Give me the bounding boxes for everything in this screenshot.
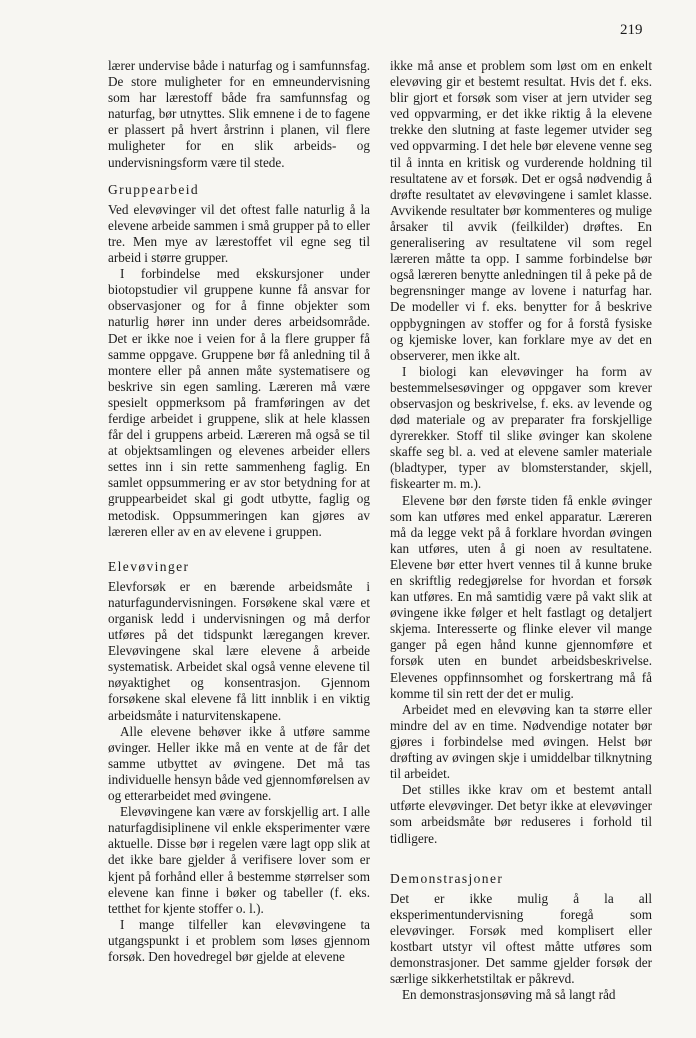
demonstrasjoner-paragraph-1: Det er ikke mulig å la all eksperimentundervisning foregå som elevøvinger. Forsøk med komplisert eller kostbart utstyr vil oftest måtte utføres som demonstrasjoner. Det samme gjelder forsøk der særlige sikkerhetstiltak er påkrevd. xyxy=(390,890,652,987)
section-heading-gruppearbeid: Gruppearbeid xyxy=(108,181,200,197)
right-column xyxy=(390,58,652,1003)
section-heading-elevovinger: Elevøvinger xyxy=(108,558,190,574)
elevovinger-paragraph-4: I mange tilfeller kan elevøvingene ta utgangspunkt i et problem som løses gjennom forsøk. Den hovedregel bør gjelde at elevene xyxy=(108,916,370,964)
arbeidet-paragraph: Arbeidet med en elevøving kan ta større eller mindre del av en time. Nødvendige notater bør gjøres i forbindelse med øvingen. Helst bør drøfting av øvingen skje i umiddelbar tilknytning til arbeidet. xyxy=(390,701,652,782)
enkle-ovinger-paragraph: Elevene bør den første tiden få enkle øvinger som kan utføres med enkel apparatur. Læreren må da legge vekt på å forklare hvordan øvingen kan utføres, uten å gi noen av resultatene. Elevene bør etter hvert vennes til å kunne bruke en skriftlig redegjørelse for hvordan et forsøk kan utføres. En må samtidig være på vakt slik at øvingene ikke følger et helt fastlagt og detaljert skjema. Interesserte og flinke elever vil mange ganger på egen hånd kunne gjennomføre et forsøk uten en bundet arbeidsbeskrivelse. Elevenes oppfinnsomhet og forskertrang må få komme til sin rett der det er mulig. xyxy=(390,492,652,701)
section-heading-demonstrasjoner: Demonstrasjoner xyxy=(390,870,504,886)
gruppearbeid-paragraph-1: Ved elevøvinger vil det oftest falle naturlig å la elevene arbeide sammen i små grupper på to eller tre. Men mye av lærestoffet vil egne seg til arbeid i større grupper. xyxy=(108,201,370,266)
elevovinger-paragraph-2: Alle elevene behøver ikke å utføre samme øvinger. Heller ikke må en vente at de får det samme utbyttet av øvingene. Det må tas individuelle hensyn både ved gjennomførelsen av og etterarbeidet med øvingene. xyxy=(108,723,370,804)
gruppearbeid-paragraph-2: I forbindelse med ekskursjoner under biotopstudier vil gruppene kunne få ansvar for observasjoner og for å finne objekter som naturlig hører inn under deres arbeidsområde. Det er ikke noe i veien for å la flere grupper få samme oppgave. Gruppene bør få anledning til å montere eller på annen måte systematisere og beskrive sin egen samling. Læreren må være spesielt oppmerksom på framføringen av det ferdige arbeidet i gruppene, slik at hele klassen får del i gruppens arbeid. Læreren må også se til at objektsamlingen og elevenes arbeider ellers settes inn i sin rette sammenheng faglig. En samlet oppsummering er av stor betydning for at gruppearbeidet skal gi godt utbytte, faglig og metodisk. Oppsummeringen kan gjøres av læreren eller av en av elevene i gruppen. xyxy=(108,266,370,539)
demonstrasjoner-paragraph-2: En demonstrasjonsøving må så langt råd xyxy=(402,987,616,1003)
elevovinger-paragraph-3: Elevøvingene kan være av forskjellig art. I alle naturfagdisiplinene vil enkle eksperimenter være aktuelle. Disse bør i regelen være lagt opp slik at det ikke bare gjelder å verifisere lover som er kjent på forhånd eller å bestemme størrelser som elevene kan finne i bøker og tabeller (f. eks. tetthet for kjente stoffer o. l.). xyxy=(108,804,370,916)
biologi-paragraph: I biologi kan elevøvinger ha form av bestemmelsesøvinger og oppgaver som krever observasjon og beskrivelse, f. eks. av levende og død materiale og av preparater fra forskjellige dyrerekker. Stoff til slike øvinger kan skolene skaffe seg bl. a. ved at elevene samler materiale (bladtyper, typer av blomsterstander, skjell, fiskearter m. m.). xyxy=(390,363,652,492)
antall-paragraph: Det stilles ikke krav om et bestemt antall utførte elevøvinger. Det betyr ikke at elevøvinger som arbeidsmåte bør reduseres i forhold til tidligere. xyxy=(390,782,652,846)
intro-paragraph: lærer undervise både i naturfag og i samfunnsfag. De store muligheter for en emneundervisning som har lærestoff både fra samfunnsfag og naturfag, bør utnyttes. Slik emnene i de to fagene er plassert på hvert årstrinn i planen, vil flere muligheter for en slik arbeids- og undervisningsform være til stede. xyxy=(108,58,370,170)
page-number: 219 xyxy=(620,22,643,38)
continued-paragraph: ikke må anse et problem som løst om en enkelt elevøving gir et bestemt resultat. Hvis det f. eks. blir gjort et forsøk som viser at jern utvider seg ved oppvarming, er det ikke riktig å la elevene trekke den slutning at faste legemer utvider seg ved oppvarming. I det hele bør elevene venne seg til å innta en kritisk og vurderende holdning til resultatene av et forsøk. Det er også nødvendig å drøfte resultatet av elevøvingene i samlet klasse. Avvikende resultater bør kommenteres og mulige årsaker til avvik (feilkilder) drøftes. En generalisering av resultatene vil som regel læreren måtte ta opp. I samme forbindelse bør også læreren benytte anledningen til å peke på de begrensninger mange av lovene i naturfag har. De modeller vi f. eks. benytter for å beskrive oppbygningen av stoffer og for å forstå fysiske og kjemiske lover, kan forklare mye av det en observerer, men ikke alt. xyxy=(390,58,652,363)
left-column xyxy=(108,58,370,965)
elevovinger-paragraph-1: Elevforsøk er en bærende arbeidsmåte i naturfagundervisningen. Forsøkene skal være et organisk ledd i undervisningen og må derfor utføres på det tidspunkt læregangen krever. Elevøvingene skal lære elevene å arbeide systematisk. Arbeidet skal også venne elevene til nøyaktighet og konsentrasjon. Gjennom forsøkene skal elevene få litt innblik i en viktig arbeidsmåte i naturvitenskapene. xyxy=(108,578,370,723)
